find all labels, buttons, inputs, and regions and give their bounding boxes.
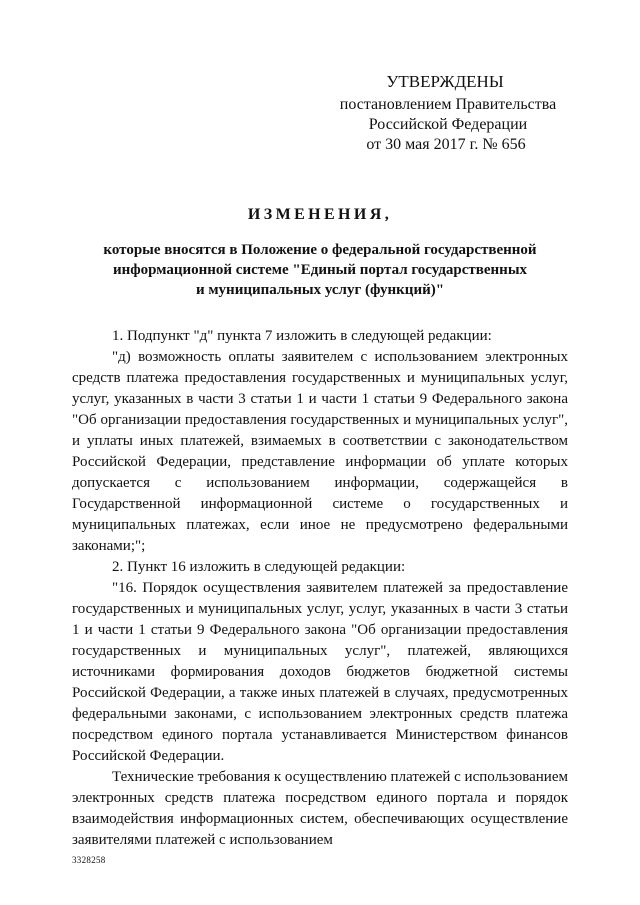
document-body <box>72 326 568 851</box>
approval-heading: УТВЕРЖДЕНЫ <box>386 72 504 91</box>
approval-line: постановлением Правительства <box>339 96 557 113</box>
document-subtitle <box>0 240 640 300</box>
approval-date-number: от 30 мая 2017 г. № 656 <box>366 136 526 153</box>
subtitle-line: которые вносятся в Положение о федеральной государственной <box>103 242 537 258</box>
subtitle-line: информационной системе "Единый портал государственных <box>112 262 528 278</box>
approval-line: Российской Федерации <box>368 116 528 133</box>
body-paragraph: "д) возможность оплаты заявителем с использованием электронных средств платежа предоставления государственных и муниципальных услуг, услуг, указанных в части 3 статьи 1 и части 1 статьи 9 Федерального закона "Об организации предоставления государственных и муниципальных услуг", и уплаты иных платежей, взимаемых в соответствии с законодательством Российской Федерации, представление информации об уплате которых допускается с использованием информации, содержащейся в Государственной информационной системе о государственных и муниципальных платежах, если иное не предусмотрено федеральными законами;"; <box>72 349 568 554</box>
body-paragraph: Технические требования к осуществлению платежей с использованием электронных средств платежа посредством единого портала и порядок взаимодействия информационных систем, обеспечивающих осуществление заявителями платежей с использованием <box>72 769 568 848</box>
document-title: ИЗМЕНЕНИЯ, <box>247 206 393 223</box>
document-code: 3328258 <box>72 855 106 865</box>
subtitle-line: и муниципальных услуг (функций)" <box>195 282 445 298</box>
body-paragraph: 1. Подпункт "д" пункта 7 изложить в следующей редакции: <box>112 328 492 344</box>
body-paragraph: 2. Пункт 16 изложить в следующей редакции: <box>112 559 406 575</box>
body-paragraph: "16. Порядок осуществления заявителем платежей за предоставление государственных и муниципальных услуг, услуг, указанных в части 3 статьи 1 и части 1 статьи 9 Федерального закона "Об организации предоставления государственных и муниципальных услуг", платежей, являющихся источниками формирования доходов бюджетов бюджетной системы Российской Федерации, а также иных платежей в случаях, предусмотренных федеральными законами, с использованием электронных средств платежа посредством единого портала устанавливается Министерством финансов Российской Федерации. <box>72 580 568 764</box>
